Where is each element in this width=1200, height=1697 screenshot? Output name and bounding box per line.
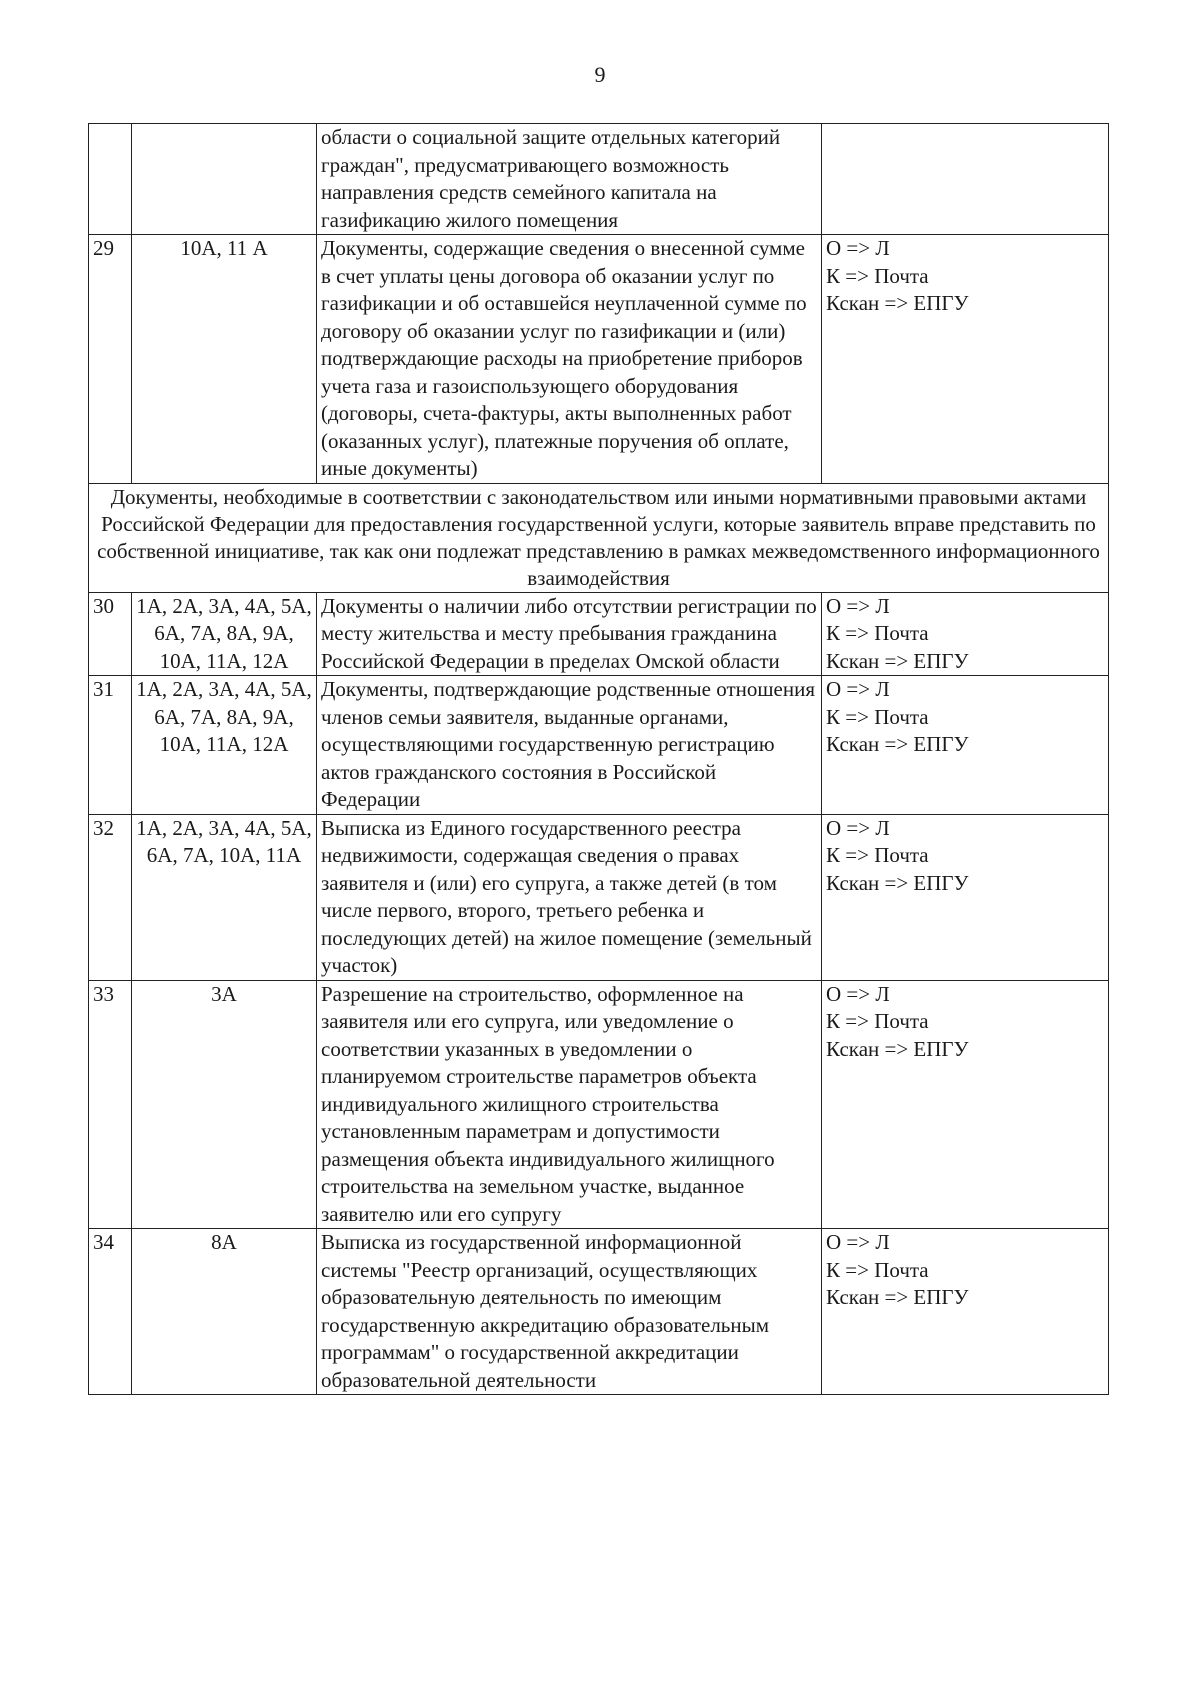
submission-way: Кскан => ЕПГУ xyxy=(826,1036,969,1061)
row-document-cell: Документы о наличии либо отсутствии регистрации по месту жительства и месту пребывания гражданина Российской Федерации в пределах Омской области xyxy=(317,592,822,676)
row-document-cell: области о социальной защите отдельных категорий граждан", предусматривающего возможность направления средств семейного капитала на газификацию жилого помещения xyxy=(317,124,822,235)
row-document-cell: Документы, подтверждающие родственные отношения членов семьи заявителя, выданные органами, осуществляющими государственную регистрацию актов гражданского состояния в Российской Федерации xyxy=(317,676,822,815)
submission-way: К => Почта xyxy=(826,843,929,867)
row-number-cell: 29 xyxy=(89,235,132,484)
submission-way: Кскан => ЕПГУ xyxy=(826,291,969,315)
submission-way: К => Почта xyxy=(826,263,929,288)
table-row-33 xyxy=(89,980,1109,1229)
section-heading: Документы, необходимые в соответствии с законодательством или иными нормативными правовыми актами Российской Федерации для предоставления государственной услуги, которые заявитель вправе представить по собственной инициативе, так как они подлежат представлению в рамках межведомственного информационного взаимодействия xyxy=(89,483,1109,592)
table-row-32 xyxy=(89,814,1109,980)
table-row-34 xyxy=(89,1229,1109,1395)
row-document-cell: Разрешение на строительство, оформленное на заявителя или его супруга, или уведомление о соответствии указанных в уведомлении о планируемом строительстве параметров объекта индивидуального жилищного строительства установленным параметрам и допустимости размещения объекта индивидуального жилищного строительства на земельном участке, выданное заявителю или его супругу xyxy=(317,980,822,1229)
submission-way: О => Л xyxy=(826,677,890,701)
row-number-cell: 33 xyxy=(89,980,132,1229)
submission-way: О => Л xyxy=(826,236,890,260)
submission-way: Кскан => ЕПГУ xyxy=(826,732,969,756)
row-document-cell: Выписка из Единого государственного реестра недвижимости, содержащая сведения о правах заявителя и (или) его супруга, а также детей (в том числе первого, второго, третьего ребенка и последующих детей) на жилое помещение (земельный участок) xyxy=(317,814,822,980)
submission-way: К => Почта xyxy=(826,621,929,645)
submission-way: О => Л xyxy=(826,1230,890,1254)
row-number-cell: 32 xyxy=(89,814,132,980)
row-document-cell: Документы, содержащие сведения о внесенной сумме в счет уплаты цены договора об оказании услуг по газификации и об оставшейся неуплаченной сумме по договору об оказании услуг по газификации и (или) подтверждающие расходы на приобретение приборов учета газа и газоиспользующего оборудования (договоры, счета-фактуры, акты выполненных работ (оказанных услуг), платежные поручения об оплате, иные документы) xyxy=(317,235,822,484)
row-categories-cell: 1А, 2А, 3А, 4А, 5А, 6А, 7А, 10А, 11А xyxy=(132,814,317,980)
submission-way: О => Л xyxy=(826,815,890,840)
row-categories-cell: 10А, 11 А xyxy=(132,235,317,484)
row-submission-ways-cell xyxy=(822,235,1109,484)
section-heading-row xyxy=(89,483,1109,592)
page-number: 9 xyxy=(594,62,606,87)
submission-way: К => Почта xyxy=(826,704,929,729)
submission-way: К => Почта xyxy=(826,1009,929,1033)
row-number-cell: 30 xyxy=(89,592,132,676)
table-row-30 xyxy=(89,592,1109,676)
row-categories-cell: 8А xyxy=(132,1229,317,1395)
row-categories-cell: 3А xyxy=(132,980,317,1229)
documents-table xyxy=(88,123,1109,1395)
row-categories-cell: 1А, 2А, 3А, 4А, 5А, 6А, 7А, 8А, 9А, 10А, 11А, 12А xyxy=(132,592,317,676)
row-submission-ways-cell xyxy=(822,1229,1109,1395)
submission-way: О => Л xyxy=(826,593,890,618)
submission-way: О => Л xyxy=(826,981,890,1006)
row-categories-cell xyxy=(132,124,317,235)
row-submission-ways-cell xyxy=(822,814,1109,980)
row-submission-ways-cell xyxy=(822,592,1109,676)
row-number-cell xyxy=(89,124,132,235)
row-number-cell: 34 xyxy=(89,1229,132,1395)
row-number-cell: 31 xyxy=(89,676,132,815)
submission-way: Кскан => ЕПГУ xyxy=(826,870,969,895)
submission-way: К => Почта xyxy=(826,1257,929,1282)
row-submission-ways-cell xyxy=(822,676,1109,815)
row-document-cell: Выписка из государственной информационной системы "Реестр организаций, осуществляющих образовательную деятельность по имеющим государственную аккредитацию образовательным программам" о государственной аккредитации образовательной деятельности xyxy=(317,1229,822,1395)
submission-way: Кскан => ЕПГУ xyxy=(826,1285,969,1309)
submission-way: Кскан => ЕПГУ xyxy=(826,648,969,673)
table-row-continuation xyxy=(89,124,1109,235)
row-submission-ways-cell xyxy=(822,124,1109,235)
row-submission-ways-cell xyxy=(822,980,1109,1229)
row-categories-cell: 1А, 2А, 3А, 4А, 5А, 6А, 7А, 8А, 9А, 10А, 11А, 12А xyxy=(132,676,317,815)
table-row-29 xyxy=(89,235,1109,484)
table-row-31 xyxy=(89,676,1109,815)
